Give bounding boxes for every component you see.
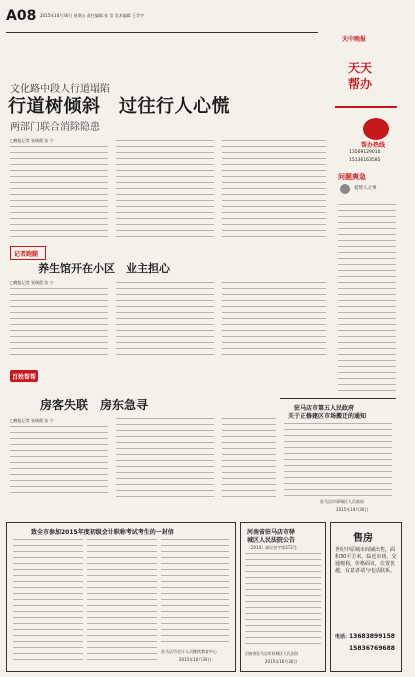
ad-bm-case: （2014）驿民初字第372号 [247,545,297,550]
wenji-label: 问题爽急 [338,173,366,181]
story2-body-col2 [116,282,214,360]
ad-bm-date: 2015年10月30日 [265,659,298,664]
ad-bl-col2 [87,539,157,663]
story3-body-col2 [116,418,214,498]
story2-byline: □晚报记者 张瑞霞 张 宁 [10,280,54,285]
story2-badge [10,246,46,260]
ad-bl-closing: 驻马店市会计人员继续教育中心 [161,649,217,654]
lead-body-col2 [116,140,214,242]
story2-body-col3 [222,282,326,360]
ad-bl-title: 致全市参加2015年度初级会计职称考试考生的一封信 [31,529,174,536]
hotline-phone-1: 13569129010 [349,150,381,155]
notice-closing: 驻马店市驿城区人民政府 [320,499,364,504]
megaphone-icon [363,118,389,140]
column-divider [335,106,397,108]
ad-bl-col1 [13,539,83,663]
hotline-box [349,118,395,166]
ad-bl-date: 2015年10月30日 [179,657,212,662]
column-title: 天天帮办 [348,61,373,91]
ad-bottom-left [6,522,236,672]
lead-body-col1 [10,146,108,242]
notice-body [284,423,392,497]
ad-bm-title-1: 河南省驻马店市驿 [247,529,296,536]
hotline-phone-2: 15136163585 [349,158,381,163]
story2-headline: 养生馆开在小区 业主担心 [38,262,170,275]
lead-kicker: 文化路中段人行道塌陷 [10,84,110,95]
wenji-sub: 爱帮人之事 [354,186,377,191]
lead-subhead: 两部门联合消除隐患 [10,122,100,133]
story3-byline: □晚报记者 张瑞霞 张 宁 [10,418,54,423]
ad-bottom-right [330,522,402,672]
lead-body-col3 [222,140,326,242]
notice-title-2: 关于正修建区市场搬迁的通知 [288,413,367,420]
notice-date: 2015年10月30日 [336,507,369,512]
story2-body-col1 [10,288,108,360]
page-number: A08 [6,8,37,24]
ad-bottom-mid [240,522,326,672]
column-logo [338,34,394,104]
lead-headline: 行道树倾斜 过往行人心慌 [8,96,230,117]
ad-bm-title-2: 城区人民法院公告 [247,537,296,544]
story3-body-col1 [10,426,108,498]
ad-bl-col3 [161,539,229,645]
wenji-text [338,204,396,394]
ad-br-title: 售房 [353,533,373,544]
ad-br-body: 世纪中原城市商铺出售，面积30平方米，临近市场，交通便利，价格面议，位置优越，有意者请与电话联系。 [335,547,397,574]
notice-title-1: 驻马店市第五人民政府 [294,405,355,412]
story3-headline: 房客失联 房东急寻 [40,398,149,412]
ad-br-tel-1: 13683899158 [349,633,395,640]
ad-br-tel-2: 15836769688 [349,645,395,652]
ad-bm-body [245,553,321,647]
ad-br-label: 电话： [335,634,351,640]
story3-badge-label: 百姓帮帮 [12,374,37,381]
story3-badge [10,370,38,382]
avatar [340,184,350,194]
ad-bm-closing: 河南省驻马店市驿城区人民法院 [245,651,299,656]
lead-byline: □晚报记者 张瑞霞 张 宁 [10,138,54,143]
page-header [6,6,318,33]
story3-body-col3 [222,418,276,498]
wenji-header [338,172,396,200]
hotline-label: 帮办热线 [361,142,386,149]
notice-box [280,398,396,517]
dateline: 2015年10月30日 星期五 责任编辑 张 浩 美术编辑 王学宇 [40,13,144,18]
story2-badge-label: 记者跑腿 [14,251,39,258]
column-logo-small: 天中晚报 [342,36,367,43]
